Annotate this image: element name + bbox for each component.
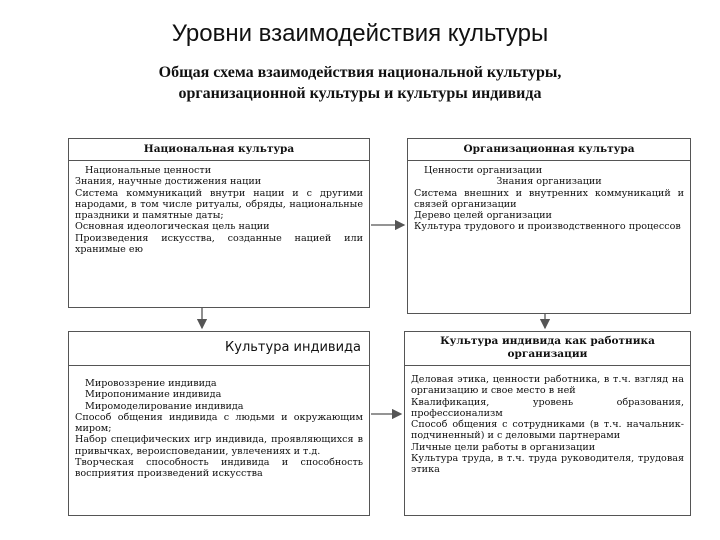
list-item: Произведения искусства, созданные нацией или хранимые ею xyxy=(75,232,363,256)
list-item: Мировоззрение индивида xyxy=(85,378,217,389)
organizational-culture-list xyxy=(408,161,690,237)
list-item: Творческая способность индивида и способность восприятия произведений искусства xyxy=(75,457,363,480)
page-title: Уровни взаимодействия культуры xyxy=(171,20,549,47)
list-item: Знания организации xyxy=(496,176,602,188)
list-item: Миромоделирование индивида xyxy=(85,400,244,412)
individual-culture-box xyxy=(68,331,370,516)
national-culture-list xyxy=(69,161,369,259)
national-culture-header: Национальная культура xyxy=(69,139,369,161)
organizational-culture-box xyxy=(407,138,691,314)
list-item: Личные цели работы в организации xyxy=(411,441,596,453)
individual-culture-header: Культура индивида xyxy=(69,332,369,366)
list-item: Ценности организации xyxy=(424,165,543,176)
list-item: Национальные ценности xyxy=(85,165,212,176)
list-item: Система коммуникаций внутри нации и с другими народами, в том числе ритуалы, обряды, национальные праздники и памятные даты; xyxy=(75,187,363,222)
list-item: Система внешних и внутренних коммуникаций и связей организации xyxy=(414,187,684,210)
worker-culture-header-line-1: Культура индивида как работника xyxy=(440,335,655,347)
list-item: Миропонимание индивида xyxy=(85,389,222,401)
list-item: Набор специфических игр индивида, проявляющихся в привычках, вероисповедании, увлечениях и т.д. xyxy=(75,434,363,457)
worker-culture-list xyxy=(405,366,690,480)
list-item: Способ общения с сотрудниками (в т.ч. начальник-подчиненный) и с деловыми партнерами xyxy=(411,419,684,442)
list-item: Культура трудового и производственного процессов xyxy=(414,221,681,233)
national-culture-box xyxy=(68,138,370,308)
subtitle-line-1: Общая схема взаимодействия национальной культуры, xyxy=(158,64,562,81)
worker-culture-box xyxy=(404,331,691,516)
subtitle-line-2: организационной культуры и культуры индивида xyxy=(178,85,542,102)
list-item: Основная идеологическая цель нации xyxy=(75,221,270,233)
organizational-culture-header: Организационная культура xyxy=(408,139,690,161)
list-item: Дерево целей организации xyxy=(414,210,552,222)
individual-culture-list xyxy=(69,366,369,484)
list-item: Знания, научные достижения нации xyxy=(75,176,262,188)
worker-culture-header xyxy=(405,332,690,366)
worker-culture-header-line-2: организации xyxy=(507,348,588,360)
list-item: Способ общения индивида с людьми и окружающим миром; xyxy=(75,411,363,435)
list-item: Деловая этика, ценности работника, в т.ч. взгляд на организацию и свое место в ней xyxy=(411,374,684,397)
list-item: Культура труда, в т.ч. труда руководителя, трудовая этика xyxy=(411,453,684,476)
list-item: Квалификация, уровень образования, профессионализм xyxy=(411,396,684,419)
